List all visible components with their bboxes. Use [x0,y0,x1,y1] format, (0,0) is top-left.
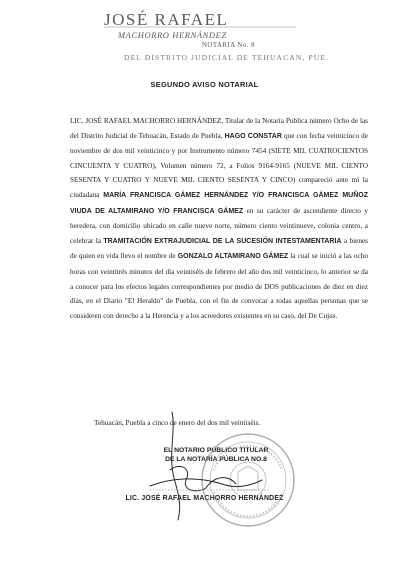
body-domicile: en su carácter de ascendiente directo y heredera, con domicilio ubicado en calle nueve norte, número ciento veintinueve, colonia centro, a celebrar la [70,206,368,245]
letterhead-distrito: DEL DISTRITO JUDICIAL DE TEHUACAN, PUE. [124,53,330,62]
compareciente-name: MARÍA FRANCISCA GÁMEZ HERNÁNDEZ Y/O FRANCISCA GÁMEZ MUÑOZ VIUDA DE ALTAMIRANO Y/O FRANCISCA GÁMEZ [70,191,368,215]
signatory-name: LIC. JOSÉ RAFAEL MACHORRO HERNÁNDEZ [125,495,284,502]
letterhead-surname: MACHORRO HERNÁNDEZ [118,30,227,40]
letterhead-notaria: NOTARIA No. 8 [202,42,255,49]
handwritten-signature-icon [150,412,262,520]
notary-seal-icon [202,434,294,526]
body-instrument: que con fecha veinticinco de noviembre de dos mil veinticinco y por Instrumento número 7454 (SIETE MIL CUATROCIENTOS CINCUENTA Y CUATRO), Volumen número 72, a Folios 9164-9165 (NUEVE MIL CIENTO SESENTA Y CUATRO Y NUEVE MIL CIENTO SESENTA Y CINCO) compareció ante mí la ciudadana [70,131,369,199]
page-title: SEGUNDO AVISO NOTARIAL [150,80,259,89]
body-intro: LIC. JOSÉ RAFAEL MACHORRO HERNÁNDEZ, Titular de la Notaría Publica número Ocho de las del Distrito Judicial de Tehuacán, Estado de Puebla, [70,117,368,140]
tramite-title: TRAMITACIÓN EXTRAJUDICIAL DE LA SUCESIÓN INTESTAMENTARIA [103,237,342,245]
body-bienes: a bienes de quien en vida llevo el nombre de [70,236,368,261]
letterhead-name: JOSÉ RAFAEL [104,10,229,29]
hago-constar: HAGO CONSTAR [224,132,282,140]
issue-date: Tehuacán, Puebla a cinco de enero del dos mil veintiséis. [94,418,261,427]
signature-line-1: EL NOTARIO PÚBLICO TITULAR [163,447,269,454]
deceased-name: GONZALO ALTAMIRANO GÁMEZ [177,253,289,261]
signature-line-2: DE LA NOTARÍA PÚBLICA NO.8 [165,456,267,463]
body-closing: la cual se inició a las ocho horas con veintitrés minutos del día veintiséis de febrero del año dos mil veinticinco, lo anterior se da a conocer para los efectos legales correspondientes por medio de DOS publicaciones de diez en diez días, en el Diario "El Heraldo" de Puebla, con el fin de convocar a todas aquellas personas que se consideren con derecho a la Herencia y a los acreedores existentes en su caso, del De Cujus. [70,252,368,320]
